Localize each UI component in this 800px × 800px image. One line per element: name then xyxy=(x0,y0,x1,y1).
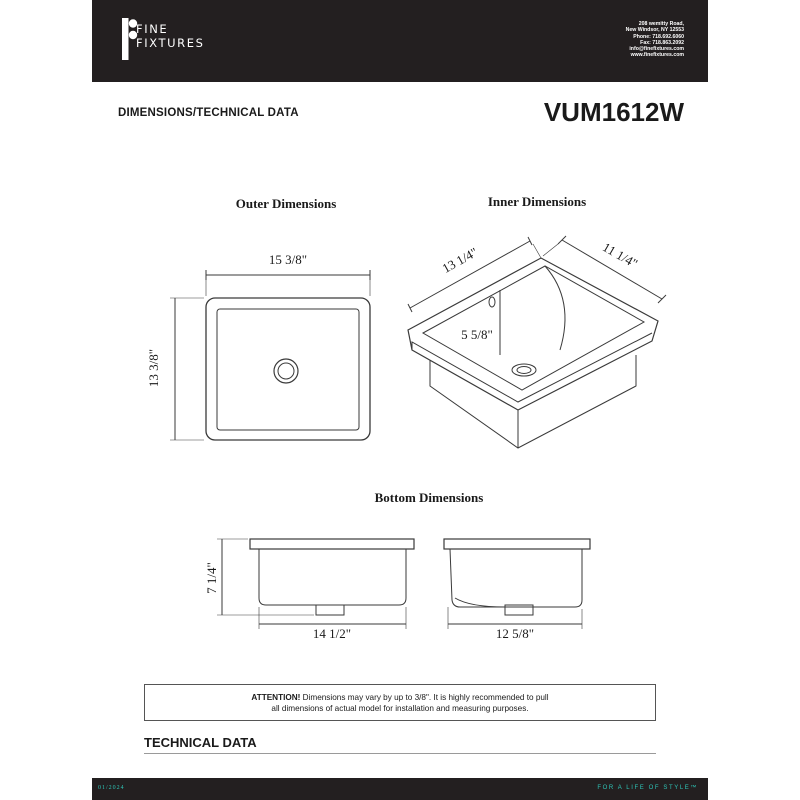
model-number: VUM1612W xyxy=(543,97,684,127)
technical-data-title: TECHNICAL DATA xyxy=(144,735,257,750)
brand-line-1: FINE xyxy=(136,22,169,36)
bottom-side-width-value: 12 5/8" xyxy=(495,626,535,641)
attention-lead: ATTENTION! xyxy=(251,693,301,702)
attention-line-2: all dimensions of actual model for installation and measuring purposes. xyxy=(271,704,529,713)
outer-sink-drawing xyxy=(170,270,370,440)
section-title: DIMENSIONS/TECHNICAL DATA xyxy=(118,107,299,119)
outer-dimensions-label: Outer Dimensions xyxy=(235,196,337,211)
footer-bar xyxy=(92,778,708,800)
footer-date: 01/2024 xyxy=(98,785,125,791)
inner-width-value: 11 1/4" xyxy=(600,239,641,272)
contact-address-1: 208 wemitty Road, xyxy=(638,21,684,27)
attention-notice xyxy=(144,684,656,721)
contact-fax: Fax: 718.863.2092 xyxy=(640,39,684,46)
contact-address-2: New Windsor, NY 12553 xyxy=(625,27,684,34)
bottom-front-width-value: 14 1/2" xyxy=(312,626,352,641)
bottom-height-value: 7 1/4" xyxy=(204,562,219,594)
contact-email: info@finefixtures.com xyxy=(629,46,684,53)
bottom-front-view-drawing xyxy=(217,539,414,629)
contact-website: www.finefixtures.com xyxy=(630,52,684,59)
attention-line-1 xyxy=(145,692,655,703)
inner-depth-value: 5 5/8" xyxy=(461,327,493,342)
contact-phone: Phone: 718.692.6060 xyxy=(633,33,684,40)
technical-data-divider xyxy=(144,753,656,754)
attention-text-1: Dimensions may vary by up to 3/8". It is highly recommended to pull xyxy=(300,693,549,702)
outer-width-value: 15 3/8" xyxy=(268,252,308,267)
inner-dimensions-label: Inner Dimensions xyxy=(487,194,587,209)
bottom-side-view-drawing xyxy=(444,539,590,629)
inner-length-value: 13 1/4" xyxy=(439,244,481,276)
outer-height-value: 13 3/8" xyxy=(146,348,161,388)
footer-tagline: FOR A LIFE OF STYLE™ xyxy=(597,785,698,791)
brand-line-2: FIXTURES xyxy=(136,36,205,50)
bottom-dimensions-label: Bottom Dimensions xyxy=(374,490,484,505)
